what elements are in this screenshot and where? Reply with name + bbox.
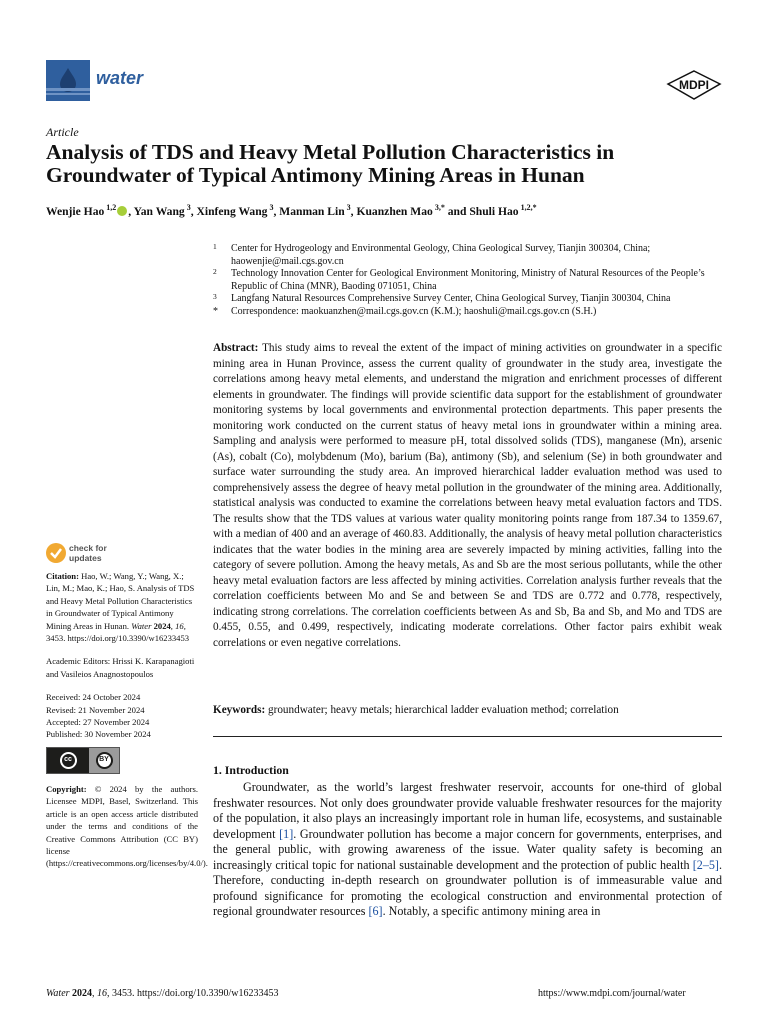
orcid-icon[interactable] bbox=[117, 206, 127, 216]
author-affiliation-marker: 1,2 bbox=[104, 203, 117, 212]
author-name[interactable]: Xinfeng Wang bbox=[196, 204, 268, 218]
journal-name: water bbox=[96, 68, 144, 88]
author-name[interactable]: Kuanzhen Mao bbox=[356, 204, 433, 218]
reference-link[interactable]: [1] bbox=[279, 826, 294, 841]
footer-citation: Water 2024, 16, 3453. https://doi.org/10.3390/w16233453 bbox=[46, 988, 279, 999]
reference-link[interactable]: [2–5] bbox=[692, 857, 719, 872]
keywords-text: groundwater; heavy metals; hierarchical ladder evaluation method; correlation bbox=[268, 704, 619, 716]
reference-link[interactable]: [6] bbox=[368, 904, 383, 918]
by-text: BY bbox=[96, 752, 113, 769]
intro-text-part: Groundwater, as the world’s largest freshwater reservoir, accounts for one-third of global freshwater resources. Not only does groundwater provide valuable freshwater resources for the majority of the population, it also plays an increasingly important role in human life, ecosystems, and sustainable development bbox=[213, 780, 722, 841]
water-drop-icon bbox=[46, 60, 90, 101]
affiliation-item bbox=[213, 293, 723, 306]
citation-volume: 16 bbox=[175, 620, 184, 631]
section-divider bbox=[213, 736, 722, 737]
article-info-sidebar bbox=[46, 570, 208, 870]
author-list: Wenjie Hao $^{1,2}$ , Yan Wang $^3$, Xinfeng Wang $^3$, Manman Lin $^3$, Kuanzhen Mao $^{3,*}$ and Shuli Hao $^{1,2,*}$ bbox=[46, 203, 537, 218]
citation-year: 2024 bbox=[153, 620, 171, 631]
by-icon bbox=[89, 748, 119, 773]
affiliations bbox=[213, 243, 723, 318]
abstract bbox=[213, 341, 722, 651]
affiliation-marker: 3 bbox=[213, 292, 217, 301]
article-title: Analysis of TDS and Heavy Metal Pollution Characteristics in Groundwater of Typical Antimony Mining Areas in Hunan bbox=[46, 140, 615, 187]
author-name[interactable]: Manman Lin bbox=[279, 204, 345, 218]
author-name[interactable]: Yan Wang bbox=[133, 204, 185, 218]
journal-logo bbox=[46, 60, 90, 101]
copyright-label: Copyright: bbox=[46, 783, 87, 794]
affiliation-text: Correspondence: maokuanzhen@mail.cgs.gov.cn (K.M.); haoshuli@mail.cgs.gov.cn (S.H.) bbox=[231, 305, 597, 317]
copyright-text: © 2024 by the authors. Licensee MDPI, Basel, Switzerland. This article is an open access article distributed under the terms and conditions of the Creative Commons Attribution (CC BY) license (https://creativecommons.org/licenses/by/4.0/). bbox=[46, 783, 208, 869]
keywords-label: Keywords: bbox=[213, 704, 266, 716]
affiliation-text: Technology Innovation Center for Geological Environment Monitoring, Ministry of Natural Resources of the People’s Republic of China (MNR), Baoding 071051, China bbox=[231, 268, 705, 292]
affiliation-item bbox=[213, 268, 723, 293]
author-affiliation-marker: 3 bbox=[344, 203, 351, 212]
citation-journal: Water bbox=[131, 620, 152, 631]
affiliation-marker: * bbox=[213, 305, 218, 317]
author-name[interactable]: Wenjie Hao bbox=[46, 204, 105, 218]
mdpi-logo bbox=[666, 70, 722, 105]
affiliation-marker: 1 bbox=[213, 242, 217, 251]
intro-text-part: . Therefore, conducting in-depth research on groundwater pollution is of immeasurable value and profound significance for promoting the ecological construction and environmental protection of regional groundwater resources bbox=[213, 857, 722, 918]
cc-text: cc bbox=[60, 752, 77, 769]
mdpi-wordmark: MDPI bbox=[679, 78, 709, 92]
footer-doi: , 3453. https://doi.org/10.3390/w16233453 bbox=[107, 988, 279, 999]
author-affiliation-marker: 3,* bbox=[432, 203, 445, 212]
cc-icon bbox=[47, 748, 89, 773]
check-updates-label: check for updates bbox=[69, 543, 107, 563]
footer-volume: 16 bbox=[97, 988, 108, 999]
copyright-notice bbox=[46, 783, 208, 870]
affiliation-marker: 2 bbox=[213, 267, 217, 276]
footer-journal-url[interactable]: https://www.mdpi.com/journal/water bbox=[538, 988, 686, 999]
received-date: Received: 24 October 2024 bbox=[46, 692, 141, 703]
cc-by-license-badge[interactable] bbox=[46, 747, 120, 774]
author-affiliation-marker: 3 bbox=[267, 203, 274, 212]
citation: Citation: Hao, W.; Wang, Y.; Wang, X.; Lin, M.; Mao, K.; Hao, S. Analysis of TDS and Heavy Metal Pollution Characteristics in Groundwater of Typical Antimony Mining Areas in Hunan. Water 2024, 16, 3453. https://doi.org/10.3390/w16233453 bbox=[46, 571, 195, 644]
footer-year: 2024 bbox=[72, 988, 93, 999]
article-type: Article bbox=[46, 125, 79, 139]
citation-text: Hao, W.; Wang, Y.; Wang, X.; Lin, M.; Mao, K.; Hao, S. Analysis of TDS and Heavy Metal Pollution Characteristics in Groundwater of Typical Antimony Mining Areas in Hunan. bbox=[46, 571, 195, 631]
intro-text-part: . Groundwater pollution has become a major concern for governments, enterprises, and the general public, with growing awareness of the issue. Water quality safety is becoming an increasingly critical topic for national sustainable development and the protection of public health bbox=[213, 826, 722, 872]
affiliation-text: Center for Hydrogeology and Environmental Geology, China Geological Survey, Tianjin 300304, China; haowenjie@mail.cgs.gov.cn bbox=[231, 243, 651, 267]
checkmark-icon bbox=[46, 543, 66, 563]
footer-journal: Water bbox=[46, 988, 70, 999]
section-heading-introduction: 1. Introduction bbox=[213, 763, 289, 777]
author-affiliation-marker: 3 bbox=[184, 203, 191, 212]
citation-label: Citation: bbox=[46, 571, 79, 581]
introduction-paragraph bbox=[213, 780, 722, 920]
revised-date: Revised: 21 November 2024 bbox=[46, 704, 145, 715]
intro-text-part: . Notably, a specific antimony mining area in bbox=[382, 904, 601, 918]
affiliation-item bbox=[213, 306, 723, 319]
introduction-body bbox=[213, 780, 722, 920]
affiliation-item bbox=[213, 243, 723, 268]
keywords bbox=[213, 703, 722, 719]
abstract-label: Abstract: bbox=[213, 342, 259, 354]
affiliation-text: Langfang Natural Resources Comprehensive Survey Center, China Geological Survey, Tianjin 300304, China bbox=[231, 293, 671, 304]
academic-editors: Academic Editors: Hrissi K. Karapanagioti and Vasileios Anagnostopoulos bbox=[46, 656, 195, 679]
accepted-date: Accepted: 27 November 2024 bbox=[46, 717, 150, 728]
published-date: Published: 30 November 2024 bbox=[46, 729, 151, 740]
abstract-text: This study aims to reveal the extent of the impact of mining activities on groundwater in a specific mining area in Hunan Province, assess the current quality of groundwater in the study area, investigate the correlations among heavy metal elements, and understand the migration and enrichment processes of different elements in groundwater. The findings will provide scientific data support for the establishment of groundwater monitoring systems by local governments and environmental protection departments. This paper presents the monitoring work conducted on the current status of heavy metal ions in groundwater within a mining area. Sampling and analysis were performed to measure pH, total dissolved solids (TDS), manganese (Mn), arsenic (As), cobalt (Co), molybdenum (Mo), barium (Ba), antimony (Sb), and selenium (Se) in both groundwater and surface water surrounding the study area. An improved hierarchical ladder evaluation method was used to comprehensively assess the degree of heavy metal pollution in the groundwater of the mining area. Additionally, statistical analysis was conducted to examine the correlations between heavy metal evaluation factors and TDS. The results show that the TDS values at various water quality monitoring points range from 187.34 to 1359.67, with a median of 400 and an average of 460.83. Additionally, the analysis of heavy metal pollution characteristics indicates that the water bodies in the mining area are severely impacted by mining activities, falling into the category of severe pollution. Among the heavy metals, As and Sb are the most serious pollutants, while the other heavy metal evaluation factors are less affected by mining activities. Correlation analysis further reveals that the correlation coefficients between Mo and Se and between Se and TDS are 0.772 and 0.778, respectively, indicating strong correlations. The correlation coefficients between As and Sb, Ba and Sb, and Mo and TDS are 0.455, 0.55, and 0.499, respectively, indicating moderate correlations. Other factor pairs exhibit weak correlations or even negative correlations. bbox=[213, 342, 722, 649]
author-affiliation-marker: 1,2,* bbox=[518, 203, 537, 212]
author-name[interactable]: Shuli Hao bbox=[469, 204, 519, 218]
citation-doi: , 3453. https://doi.org/10.3390/w16233453 bbox=[46, 620, 190, 644]
